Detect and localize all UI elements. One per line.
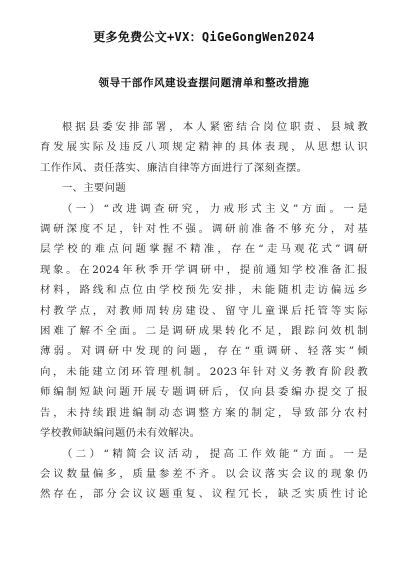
text-line: 调研深度不足，针对性不强。调研前准备不够充分，对基: [40, 223, 368, 236]
header-banner: 更多免费公文+VX：QiGeGongWen2024: [93, 30, 315, 44]
document-title: 领导干部作风建设查摆问题清单和整改措施: [98, 77, 310, 89]
text-line: （二）“精简会议活动，提高工作效能”方面。一是: [61, 447, 368, 460]
text-line: （一）“改进调查研究，力戒形式主义”方面。一是: [61, 202, 368, 215]
text-line: 会议数量偏多，质量参差不齐。以会议落实会议的现象仍: [40, 467, 368, 480]
text-line: 育发展实际及违反八项规定精神的具体表现，从思想认识: [40, 141, 368, 154]
paragraph-investigation: [40, 199, 368, 444]
text-line: 困难了解不全面。二是调研成果转化不足，跟踪问效机制: [40, 325, 368, 338]
section-heading: 一、主要问题: [61, 182, 126, 195]
text-line: 告，未持续跟进编制动态调整方案的制定，导致部分农村: [40, 406, 368, 419]
text-line: 材料，路线和点位由学校预先安排，未能随机走访偏远乡: [40, 284, 368, 297]
text-line: 层学校的难点问题掌握不精准，存在“走马观花式”调研: [40, 243, 368, 256]
text-line: 学校教师缺编问题仍未有效解决。: [40, 427, 201, 440]
intro-paragraph: [40, 117, 368, 178]
text-line: 村教学点，对教师周转房建设、留守儿童课后托管等实际: [40, 304, 368, 317]
paragraph-meetings: [40, 444, 368, 505]
text-line: 根据县委安排部署，本人紧密结合岗位职责、县城教: [61, 121, 368, 133]
document-body: [40, 117, 368, 505]
text-line: 师编制短缺问题开展专题调研后，仅向县委编办提交了报: [40, 386, 368, 399]
text-line: 然存在，部分会议议题重复、议程冗长，缺乏实质性讨论: [40, 488, 368, 501]
text-line: 薄弱。对调研中发现的问题，存在“重调研、轻落实”倾: [40, 345, 368, 358]
text-line: 现象。在2024年秋季开学调研中，提前通知学校准备汇报: [40, 263, 368, 276]
text-line: 向，未能建立闭环管理机制。2023年针对义务教育阶段教: [40, 365, 368, 378]
text-line: 工作作风、责任落实、廉洁自律等方面进行了深刻查摆。: [40, 161, 308, 174]
